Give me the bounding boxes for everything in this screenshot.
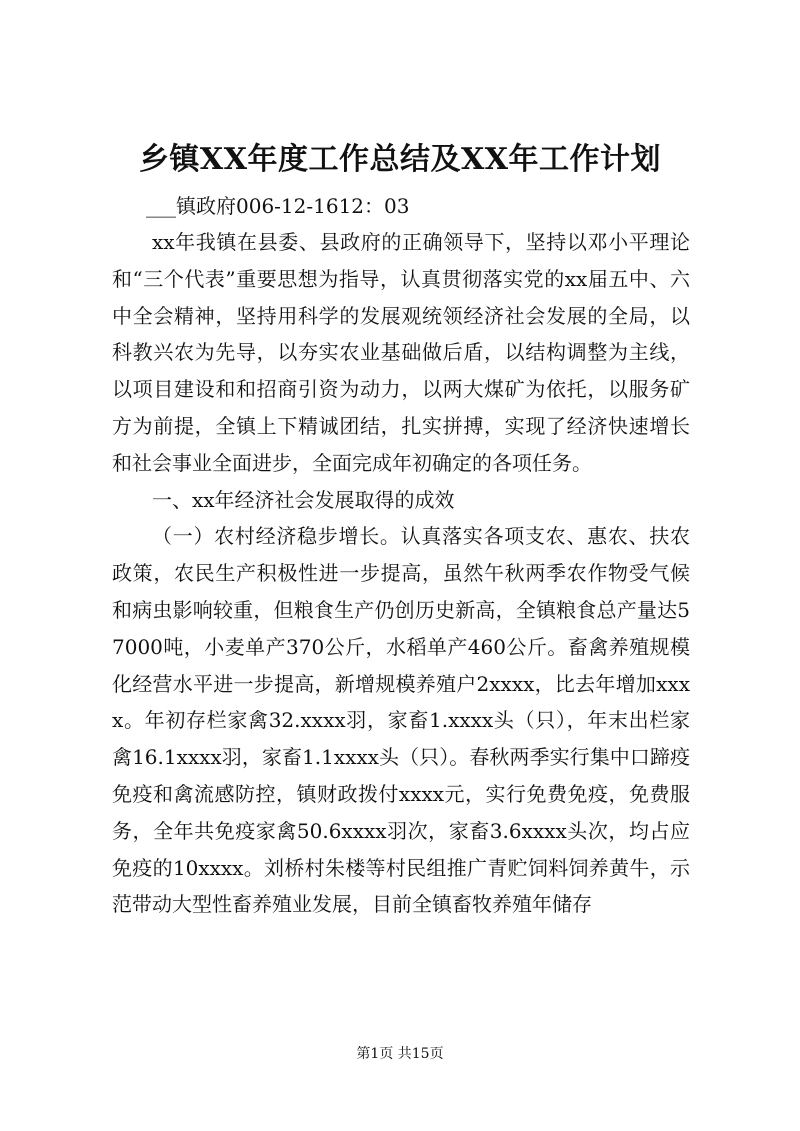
paragraph-rural-economy: （一）农村经济稳步增长。认真落实各项支农、惠农、扶农政策，农民生产积极性进一步提高，虽然午秋两季农作物受气候和病虫影响较重，但粮食生产仍创历史新高，全镇粮食总产量达57000吨，小麦单产370公斤，水稻单产460公斤。畜禽养殖规模化经营水平进一步提高，新增规模养殖户2xxxx，比去年增加xxxx。年初存栏家禽32.xxxx羽，家畜1.xxxx头（只），年末出栏家禽16.1xxxx羽，家畜1.1xxxx头（只）。春秋两季实行集中口蹄疫免疫和禽流感防控，镇财政拨付xxxx元，实行免费免疫，免费服务，全年共免疫家禽50.6xxxx羽次，家畜3.6xxxx头次，均占应免疫的10xxxx。刘桥村朱楼等村民组推广青贮饲料饲养黄牛，示范带动大型性畜养殖业发展，目前全镇畜牧养殖年储存: [112, 524, 690, 917]
page-footer: 第1页 共15页: [356, 1046, 444, 1062]
document-subtitle: ___镇政府006-12-1612：03: [146, 194, 410, 218]
document-title: 乡镇XX年度工作总结及XX年工作计划: [138, 142, 662, 177]
section-heading: 一、xx年经济社会发展取得的成效: [152, 487, 455, 512]
paragraph-intro: xx年我镇在县委、县政府的正确领导下，坚持以邓小平理论和“三个代表”重要思想为指导，认真贯彻落实党的xx届五中、六中全会精神，坚持用科学的发展观统领经济社会发展的全局，以科教兴农为先导，以夯实农业基础做后盾，以结构调整为主线，以项目建设和和招商引资为动力，以两大煤矿为依托，以服务矿方为前提，全镇上下精诚团结，扎实拼搏，实现了经济快速增长和社会事业全面进步，全面完成年初确定的各项任务。: [112, 230, 690, 475]
document-body: [112, 224, 690, 923]
